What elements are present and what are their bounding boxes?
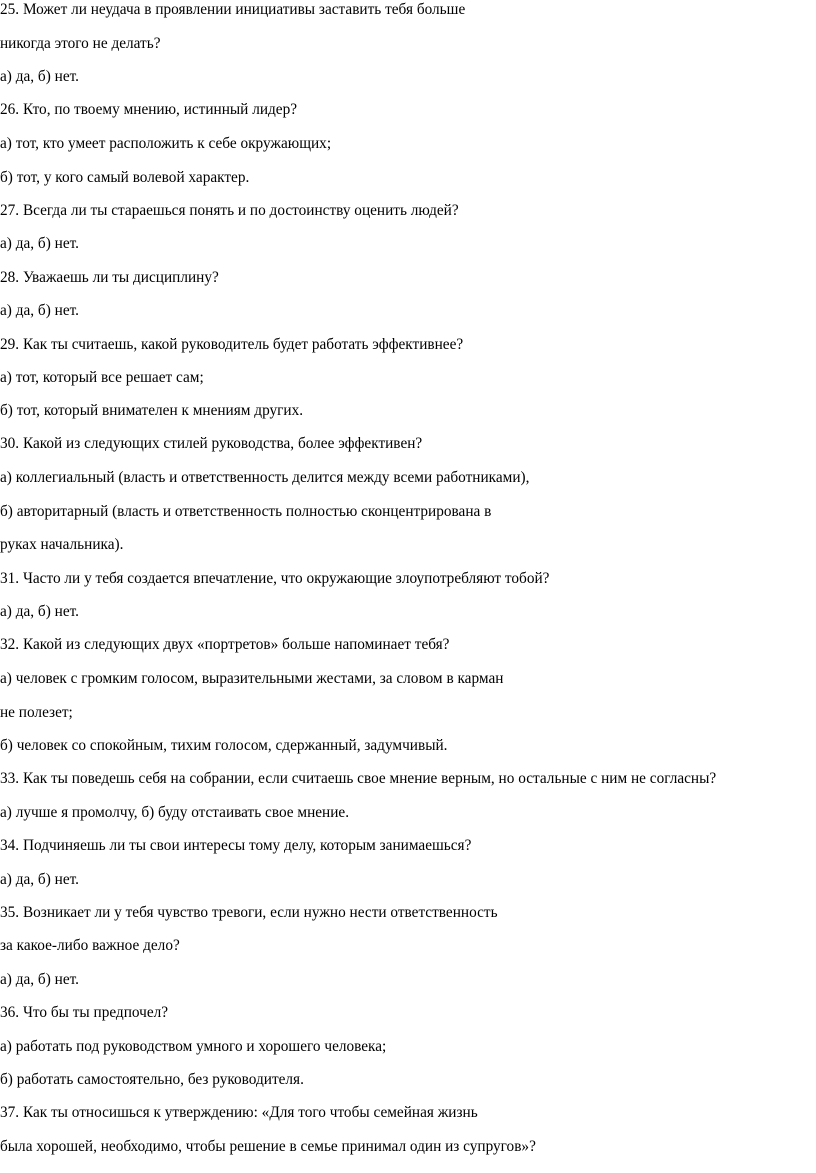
text-line: а) да, б) нет. (0, 68, 79, 85)
text-line: 28. Уважаешь ли ты дисциплину? (0, 269, 219, 286)
text-line: 26. Кто, по твоему мнению, истинный лидер? (0, 101, 298, 118)
text-line: а) тот, кто умеет расположить к себе окружающих; (0, 135, 332, 152)
text-line: а) да, б) нет. (0, 871, 79, 888)
text-line: а) работать под руководством умного и хорошего человека; (0, 1038, 387, 1055)
text-line: 25. Может ли неудача в проявлении инициативы заставить тебя больше (0, 1, 466, 18)
text-line: а) тот, который все решает сам; (0, 369, 204, 386)
text-line: а) да, б) нет. (0, 302, 79, 319)
text-line: 27. Всегда ли ты стараешься понять и по достоинству оценить людей? (0, 202, 459, 219)
text-line: а) да, б) нет. (0, 603, 79, 620)
text-line: руках начальника). (0, 536, 124, 553)
text-line: 29. Как ты считаешь, какой руководитель будет работать эффективнее? (0, 336, 464, 353)
text-line: б) тот, который внимателен к мнениям других. (0, 402, 304, 419)
text-line: а) человек с громким голосом, выразительными жестами, за словом в карман (0, 670, 504, 687)
text-line: не полезет; (0, 704, 73, 721)
text-line: б) работать самостоятельно, без руководителя. (0, 1071, 304, 1088)
text-line: 34. Подчиняешь ли ты свои интересы тому делу, которым занимаешься? (0, 837, 472, 854)
text-line: б) авторитарный (власть и ответственность полностью сконцентрирована в (0, 503, 492, 520)
text-line: а) да, б) нет. (0, 235, 79, 252)
text-line: никогда этого не делать? (0, 35, 161, 52)
text-line: б) тот, у кого самый волевой характер. (0, 169, 250, 186)
text-line: 36. Что бы ты предпочел? (0, 1004, 169, 1021)
text-line: 35. Возникает ли у тебя чувство тревоги, если нужно нести ответственность (0, 904, 498, 921)
text-line: 31. Часто ли у тебя создается впечатление, что окружающие злоупотребляют тобой? (0, 570, 550, 587)
text-line: а) лучше я промолчу, б) буду отстаивать свое мнение. (0, 804, 350, 821)
text-line: а) да, б) нет. (0, 971, 79, 988)
text-line: 30. Какой из следующих стилей руководства, более эффективен? (0, 435, 423, 452)
text-line: за какое-либо важное дело? (0, 937, 180, 954)
text-line: 32. Какой из следующих двух «портретов» больше напоминает тебя? (0, 636, 450, 653)
text-line: была хорошей, необходимо, чтобы решение в семье принимал один из супругов»? (0, 1138, 536, 1155)
text-line: 33. Как ты поведешь себя на собрании, если считаешь свое мнение верным, но остальные с ним не согласны? (0, 770, 717, 787)
text-line: б) человек со спокойным, тихим голосом, сдержанный, задумчивый. (0, 737, 448, 754)
text-line: 37. Как ты относишься к утверждению: «Для того чтобы семейная жизнь (0, 1104, 478, 1121)
text-line: а) коллегиальный (власть и ответственность делится между всеми работниками), (0, 469, 530, 486)
